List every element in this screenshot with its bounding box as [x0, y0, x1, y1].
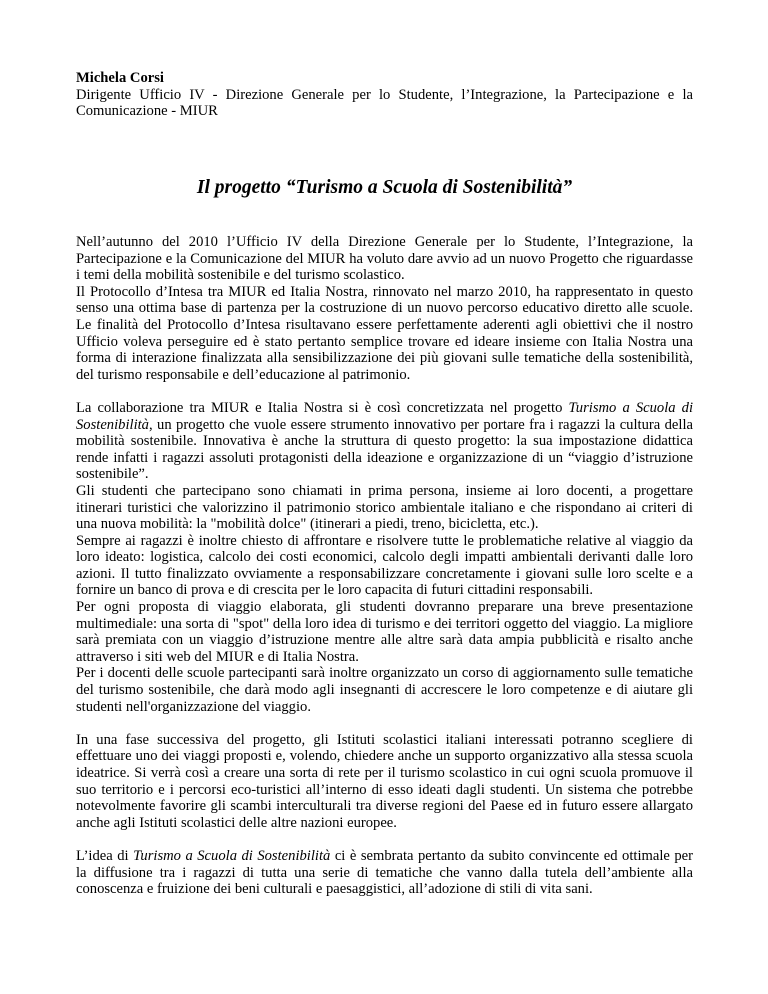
paragraph-3: [76, 400, 693, 483]
document-title: Il progetto “Turismo a Scuola di Sostenibilità”: [196, 177, 573, 198]
author-role: Dirigente Ufficio IV - Direzione Generale per lo Studente, l’Integrazione, la Partecipazione e la Comunicazione - MIUR: [76, 86, 693, 120]
paragraph-group-1: [76, 234, 693, 383]
paragraph-9-end: ci è sembrata pertanto da subito convincente ed ottimale per la diffusione tra i ragazzi di tutta una serie di tematiche che vanno dalla tutela dell’ambiente alla conoscenza e fruizione dei beni culturali e paesaggistici, all’adozione di stili di vita sani.: [76, 847, 694, 898]
paragraph-8: In una fase successiva del progetto, gli Istituti scolastici italiani interessati potranno scegliere di effettuare uno dei viaggi proposti e, volendo, chiedere anche un supporto organizzativo alla stessa scuola ideatrice. Si verrà così a creare una sorta di rete per il turismo scolastico in cui ogni scuola promuove il suo territorio e i percorsi eco-turistici all’interno di esso ideati dagli studenti. Un sistema che potrebbe notevolmente favorire gli scambi interculturali tra diverse regioni del Paese ed in futuro essere allargato anche agli Istituti scolastici delle altre nazioni europee.: [76, 731, 693, 831]
paragraph-9: [76, 848, 693, 898]
paragraph-9-start: L’idea di: [76, 847, 134, 864]
paragraph-5: Sempre ai ragazzi è inoltre chiesto di affrontare e risolvere tutte le problematiche relative al viaggio da loro ideato: logistica, calcolo dei costi economici, calcolo degli impatti ambientali derivanti dalle loro azioni. Il tutto finalizzato ovviamente a responsabilizzare concretamente i giovani sulle loro scelte e a fornire un banco di prova e di crescita per le loro capacita di futuri cittadini responsabili.: [76, 532, 693, 599]
paragraph-4: Gli studenti che partecipano sono chiamati in prima persona, insieme ai loro docenti, a progettare itinerari turistici che valorizzino il patrimonio storico ambientale italiano e che rispondano ai criteri di una nuova mobilità: la "mobilità dolce" (itinerari a piedi, treno, bicicletta, etc.).: [76, 482, 693, 533]
paragraph-group-2: [76, 400, 693, 715]
document-page: [76, 70, 694, 898]
paragraph-3-start: La collaborazione tra MIUR e Italia Nostra si è così concretizzata nel progetto: [76, 399, 569, 416]
paragraph-7: Per i docenti delle scuole partecipanti sarà inoltre organizzato un corso di aggiornamento sulle tematiche del turismo sostenibile, che darà modo agli insegnanti di accrescere le loro competenze e di aiutare gli studenti nell'organizzazione del viaggio.: [76, 665, 693, 715]
paragraph-2: Il Protocollo d’Intesa tra MIUR ed Italia Nostra, rinnovato nel marzo 2010, ha rappresentato in questo senso una ottima base di partenza per la costruzione di un nuovo percorso educativo diretto alle scuole. Le finalità del Protocollo d’Intesa risultavano essere perfettamente aderenti agli obiettivi che il nostro Ufficio voleva perseguire ed è stato pertanto semplice trovare ed ideare insieme con Italia Nostra una forma di interazione finalizzata alla sensibilizzazione dei più giovani sulle tematiche della sostenibilità, del turismo responsabile e dell’educazione al patrimonio.: [76, 283, 693, 383]
paragraph-1: Nell’autunno del 2010 l’Ufficio IV della Direzione Generale per lo Studente, l’Integrazione, la Partecipazione e la Comunicazione del MIUR ha voluto dare avvio ad un nuovo Progetto che riguardasse i temi della mobilità sostenibile e del turismo scolastico.: [76, 234, 693, 284]
author-name: Michela Corsi: [76, 70, 164, 86]
document-body: [76, 234, 693, 914]
paragraph-6: Per ogni proposta di viaggio elaborata, gli studenti dovranno preparare una breve presentazione multimediale: una sorta di "spot" della loro idea di turismo e dei territori oggetto del viaggio. La migliore sarà premiata con un viaggio d’istruzione mentre alle altre sarà data ampia pubblicità e risalto anche attraverso i siti web del MIUR e di Italia Nostra.: [76, 599, 693, 665]
paragraph-3-end: , un progetto che vuole essere strumento innovativo per portare fra i ragazzi la cultura della mobilità sostenibile. Innovativa è anche la struttura di questo progetto: la sua impostazione didattica rende infatti i ragazzi assoluti protagonisti della ideazione e organizzazione di un “viaggio d’istruzione sostenibile”.: [76, 416, 693, 483]
project-name-italic-2: Turismo a Scuola di Sostenibilità: [133, 847, 331, 864]
project-name-italic: Turismo a Scuola di Sostenibilità: [76, 399, 694, 433]
